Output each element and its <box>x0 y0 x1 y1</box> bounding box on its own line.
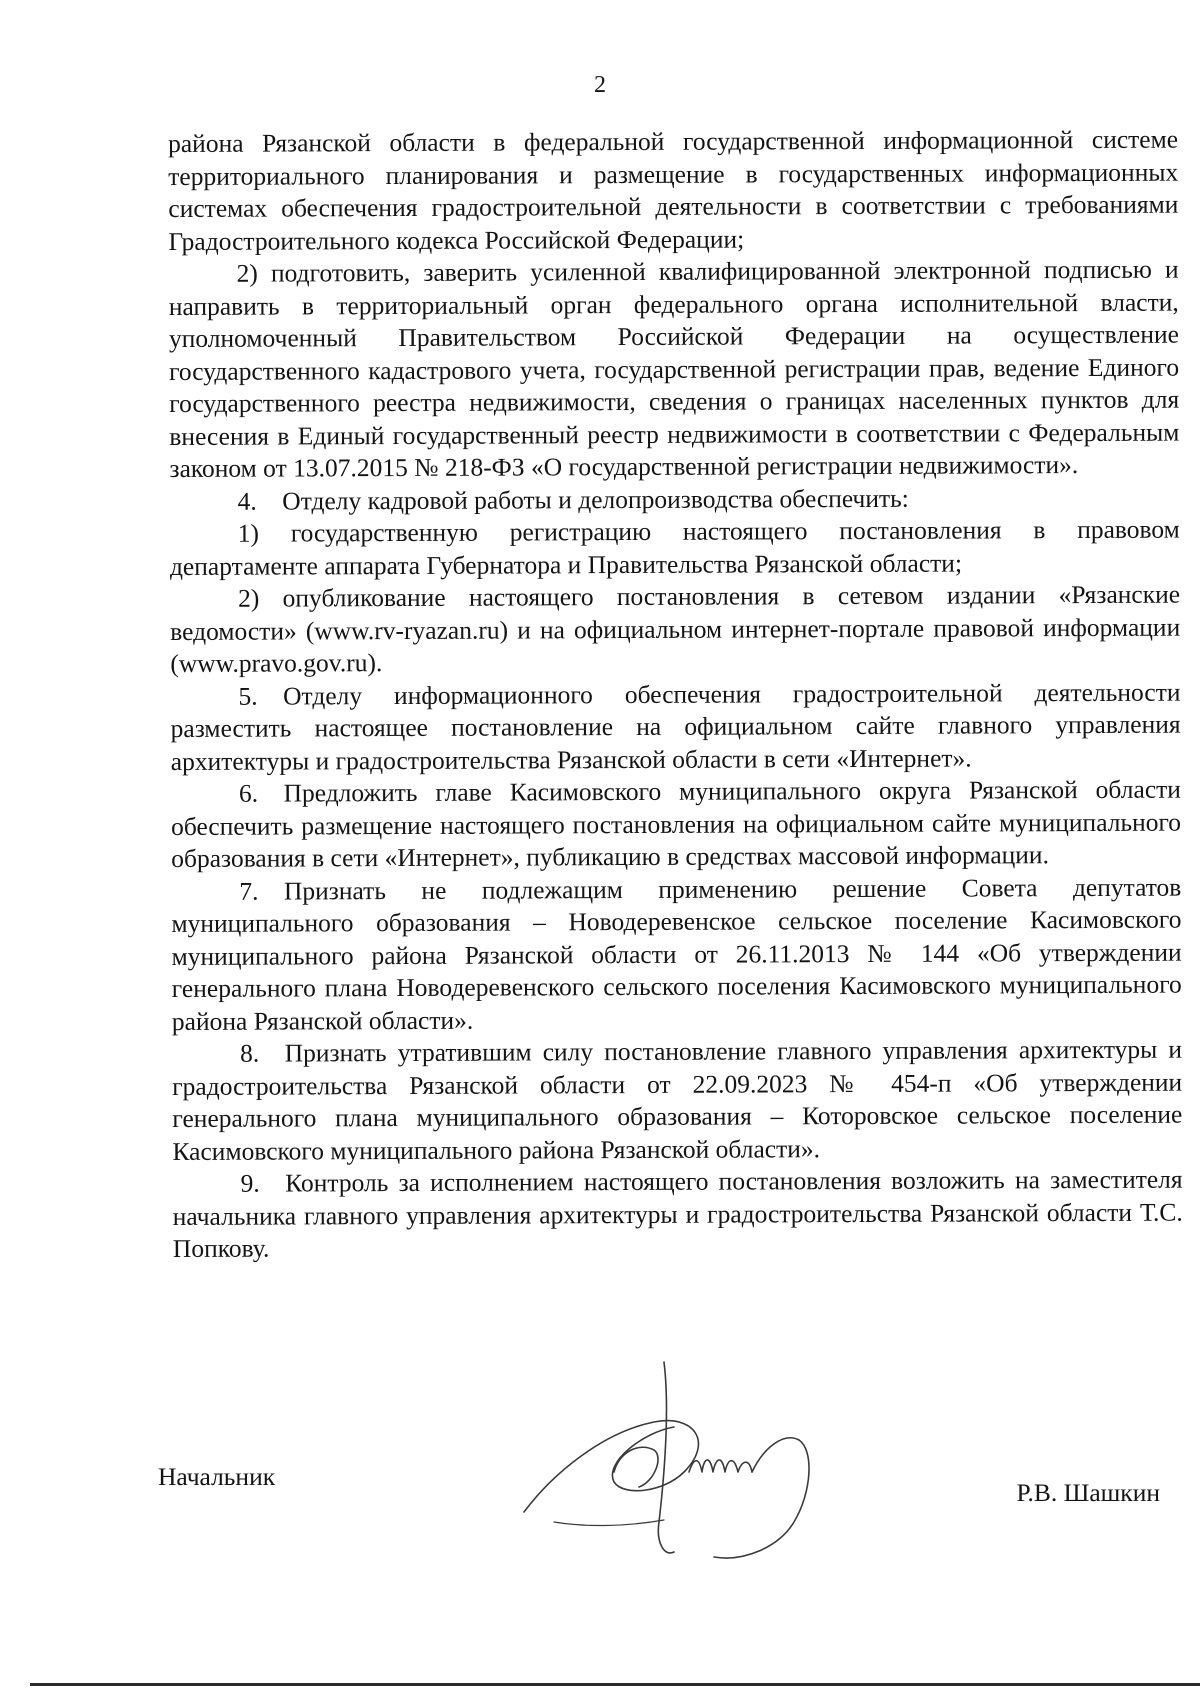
handwritten-signature <box>514 1322 854 1582</box>
paragraph: 5. Отделу информационного обеспечения градостроительной деятельности разместить настоящее постановление на официальном сайте главного управления архитектуры и градостроительства Рязанской области в сети «Интернет». <box>170 677 1181 776</box>
paragraph: 9. Контроль за исполнением настоящего постановления возложить на заместителя начальника главного управления архитектуры и градостроительства Рязанской области Т.С. Попкову. <box>172 1164 1183 1263</box>
paragraph: 2) опубликование настоящего постановления в сетевом издании «Рязанские ведомости» (www.rv-ryazan.ru) и на официальном интернет-портале правовой информации (www.pravo.gov.ru). <box>170 579 1181 678</box>
paragraph: 6. Предложить главе Касимовского муниципального округа Рязанской области обеспечить размещение настоящего постановления на официальном сайте муниципального образования в сети «Интернет», публикацию в средствах массовой информации. <box>170 774 1182 873</box>
paragraph: 7. Признать не подлежащим применению решение Совета депутатов муниципального образования – Новодеревенское сельское поселение Касимовского муниципального района Рязанской области от 26.11.2013 № 144 «Об утверждении генерального плана Новодеревенского сельского поселения Касимовского муниципального района Рязанской области». <box>171 872 1182 1036</box>
paragraph: 8. Признать утратившим силу постановление главного управления архитектуры и градостроительства Рязанской области от 22.09.2023 № 454-п «Об утверждении генерального плана муниципального образования – Котоpовское сельское поселение Касимовского муниципального района Рязанской области». <box>172 1034 1183 1166</box>
paragraph: 2) подготовить, заверить усиленной квалифицированной электронной подписью и направить в территориальный орган федерального органа исполнительной власти, уполномоченный Правительством Российской Федерации на осуществление государственного кадастрового учета, государственной регистрации прав, ведение Единого государственного реестра недвижимости, сведения о границах населенных пунктов для внесения в Единый государственный реестр недвижимости в соответствии с Федеральным законом от 13.07.2015 № 218-ФЗ «О государственной регистрации недвижимости». <box>168 254 1180 483</box>
paragraph: 4. Отделу кадровой работы и делопроизводства обеспечить: <box>237 483 909 516</box>
page-number: 2 <box>594 72 606 98</box>
paragraph: 1) государственную регистрацию настоящего постановления в правовом департаменте аппарата Губернатора и Правительства Рязанской области; <box>169 514 1180 581</box>
document-body <box>168 124 1183 1266</box>
signer-name: Р.В. Шашкин <box>1016 1478 1160 1507</box>
paragraph: района Рязанской области в федеральной государственной информационной системе территориального планирования и размещение в государственных информационных системах обеспечения градостроительной деятельности в соответствии с требованиями Градостроительного кодекса Российской Федерации; <box>168 124 1179 256</box>
position-title: Начальник <box>158 1462 276 1491</box>
page-bottom-edge <box>30 1683 1200 1686</box>
signature-block <box>154 1462 1164 1602</box>
